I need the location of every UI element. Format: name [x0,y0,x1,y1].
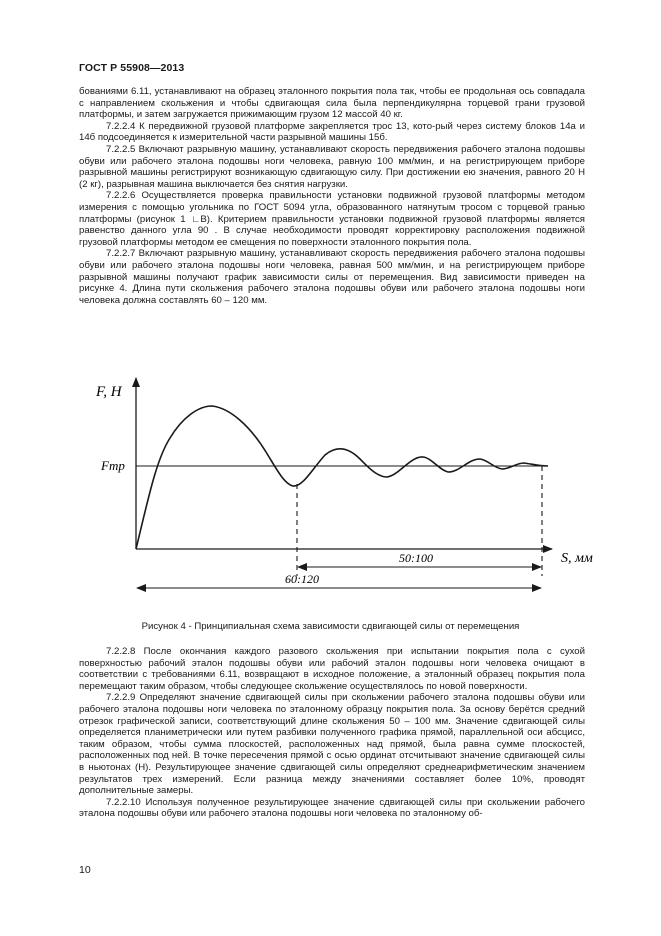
paragraph-7-2-2-9: 7.2.2.9 Определяют значение сдвигающей силы при скольжении рабочего эталона подошвы обуви или рабочего эталона подошвы ноги человека по эталонному образцу покрытия пола. За основу берётся средний отрезок графической записи, соответствующий длине скольжения 50 – 100 мм. Значение сдвигающей силы определяется планиметрически или путем разбивки полученного графика прямой, параллельной оси абсцисс, таким образом, чтобы сумма плоскостей, расположенных над прямой, была равна сумме плоскостей, расположенных под ней. В точке пересечения прямой с осью ординат отсчитывают значение сдвигающей силы в ньютонах (Н). Результирующее значение сдвигающей силы определяют среднеарифметическим значением результатов трех измерений. Если разница между значениями составляет более 10%, проводят дополнительные замеры. [79,692,585,797]
x-axis-label: S, мм [561,551,593,566]
figure-caption: Рисунок 4 - Принципиальная схема зависимости сдвигающей силы от перемещения [141,621,520,632]
range-label-50-100: 50:100 [399,551,433,565]
force-curve [136,406,548,549]
paragraph-7-2-2-7: 7.2.2.7 Включают разрывную машину, устанавливают скорость передвижения рабочего эталона подошвы обуви или рабочего эталона подошвы ноги человека, равная 500 мм/мин, и на регистрирующем приборе разрывной машины получают график зависимости силы от перемещения. Вид зависимости приведен на рисунке 4. Длина пути скольжения рабочего эталона подошвы обуви или рабочего эталона подошвы ноги человека должна составлять 60 – 120 мм. [79,248,585,306]
page-number: 10 [79,864,91,876]
paragraph-7-2-2-4: 7.2.2.4 К передвижной грузовой платформе закрепляется трос 13, кото-рый через систему блоков 14а и 14б подсоединяется к измерительной части разрывной машины 15б. [79,120,585,144]
range-label-60-120: 60:120 [285,572,319,586]
ftr-label: Fтр [101,458,125,473]
paragraph: бованиями 6.11, устанавливают на образец эталонного покрытия пола так, чтобы ее продольная ось совпадала с направлением скольжения и чтобы сдвигающая сила была перпендикулярна торцевой грани грузовой платформы, и затем загружается прижимающим грузом 12 массой 40 кг. [79,86,585,121]
text-block-bottom [79,646,585,820]
paragraph-7-2-2-5: 7.2.2.5 Включают разрывную машину, устанавливают скорость передвижения рабочего эталона подошвы обуви или рабочего эталона подошвы ноги человека, равную 100 мм/мин, и на регистрирующем приборе разрывной машины регистрируют возникающую сдвигающую силу. При достижении ею значения, равного 20 Н (2 кг), разрывная машина выключается без снятия нагрузки. [79,143,585,190]
paragraph-7-2-2-10: 7.2.2.10 Используя полученное результирующее значение сдвигающей силы при скольжении рабочего эталона подошвы обуви или рабочего эталона подошвы ноги человека по эталонному об- [79,796,585,820]
paragraph-7-2-2-6: 7.2.2.6 Осуществляется проверка правильности установки подвижной грузовой платформы методом измерения с помощью угольника по ГОСТ 5094 угла, образованного натянутым тросом с торцевой гранью платформы (рисунок 1 ∟В). Критерием правильности установки подвижной грузовой платформы является равенство данного угла 90 . В случае необходимости проводят корректировку расположения подвижной грузовой платформы методом ее смещения по поверхности эталонного покрытия пола. [79,190,585,248]
y-axis-label: F, Н [96,384,122,400]
paragraph-7-2-2-8: 7.2.2.8 После окончания каждого разового скольжения при испытании покрытия пола с сухой поверхностью рабочий эталон подошвы обуви или рабочий эталон подошвы ноги человека очищают в соответствии с требованиями 6.11, возвращают в исходное положение, а эталонный образец покрытия пола перемещают таким образом, чтобы следующее скольжение осуществлялось по новой поверхности. [79,646,585,692]
document-header: ГОСТ Р 55908—2013 [79,62,185,74]
